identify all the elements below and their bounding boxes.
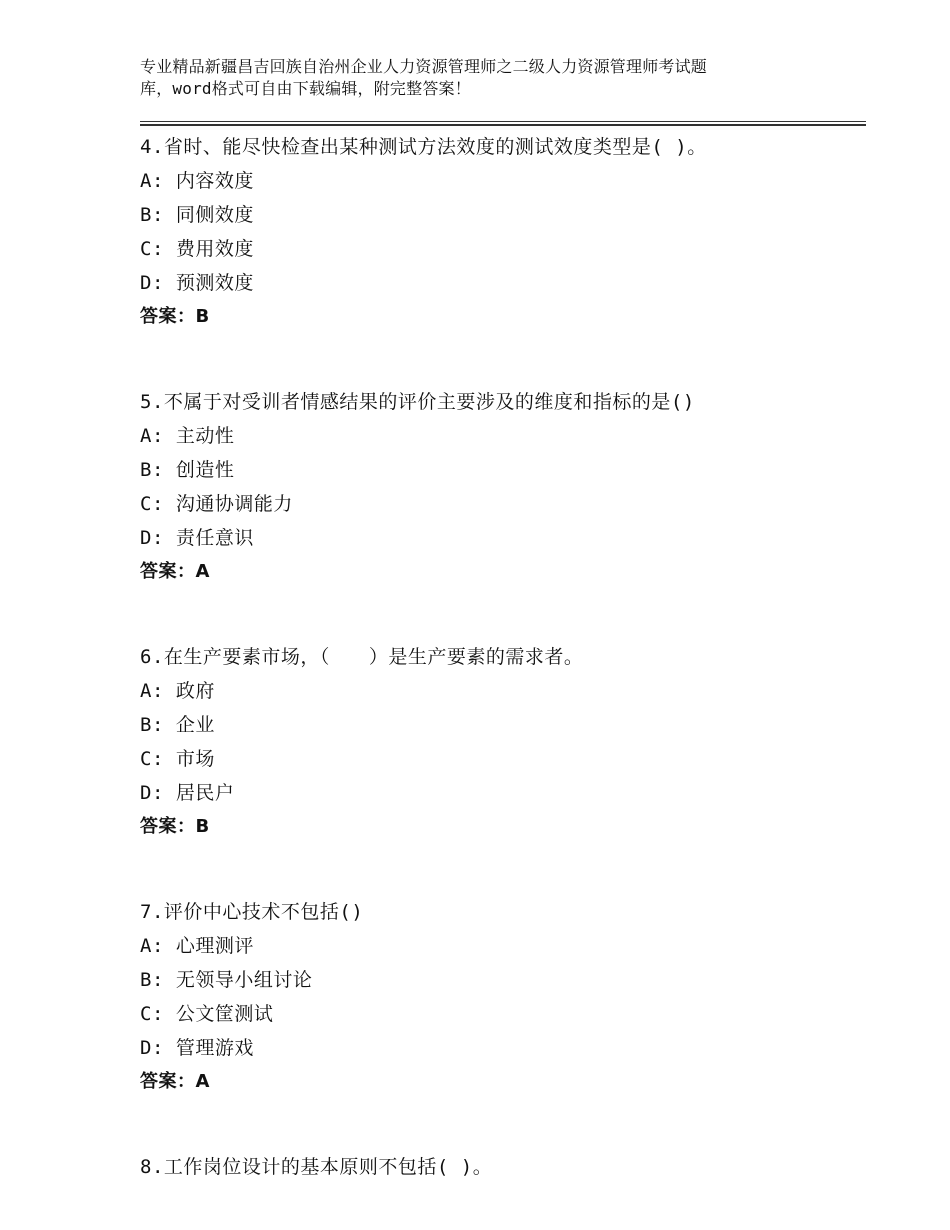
option-a: A: 主动性 [140, 425, 235, 447]
option-d: D: 管理游戏 [140, 1037, 254, 1059]
question-stem: 8.工作岗位设计的基本原则不包括( )。 [140, 1156, 493, 1178]
answer: 答案：A [140, 1071, 210, 1092]
question-8 [140, 1150, 860, 1184]
question-stem: 4.省时、能尽快检查出某种测试方法效度的测试效度类型是( )。 [140, 136, 707, 158]
option-b: B: 无领导小组讨论 [140, 969, 313, 991]
option-a: A: 政府 [140, 680, 215, 702]
answer: 答案：B [140, 816, 210, 837]
option-c: C: 费用效度 [140, 238, 254, 260]
question-stem: 6.在生产要素市场，（ ）是生产要素的需求者。 [140, 646, 584, 668]
option-a: A: 内容效度 [140, 170, 254, 192]
question-7 [140, 895, 860, 1099]
option-b: B: 创造性 [140, 459, 235, 481]
header-line-1: 专业精品新疆昌吉回族自治州企业人力资源管理师之二级人力资源管理师考试题 [140, 57, 708, 76]
option-c: C: 公文筐测试 [140, 1003, 274, 1025]
document-header [140, 56, 840, 100]
question-list [140, 130, 860, 1184]
answer: 答案：B [140, 306, 210, 327]
answer: 答案：A [140, 561, 210, 582]
option-a: A: 心理测评 [140, 935, 254, 957]
option-b: B: 企业 [140, 714, 215, 736]
option-d: D: 预测效度 [140, 272, 254, 294]
option-c: C: 市场 [140, 748, 215, 770]
option-d: D: 居民户 [140, 782, 235, 804]
option-d: D: 责任意识 [140, 527, 254, 549]
header-divider-thick [140, 124, 866, 126]
header-divider-thin [140, 121, 866, 122]
question-6 [140, 640, 860, 844]
option-c: C: 沟通协调能力 [140, 493, 293, 515]
question-spacer [140, 1099, 860, 1150]
question-4 [140, 130, 860, 334]
question-stem: 7.评价中心技术不包括() [140, 901, 364, 923]
question-spacer [140, 844, 860, 895]
question-spacer [140, 589, 860, 640]
question-5 [140, 385, 860, 589]
option-b: B: 同侧效度 [140, 204, 254, 226]
question-stem: 5.不属于对受训者情感结果的评价主要涉及的维度和指标的是() [140, 391, 695, 413]
header-line-2: 库，word格式可自由下载编辑，附完整答案！ [140, 79, 471, 98]
question-spacer [140, 334, 860, 385]
